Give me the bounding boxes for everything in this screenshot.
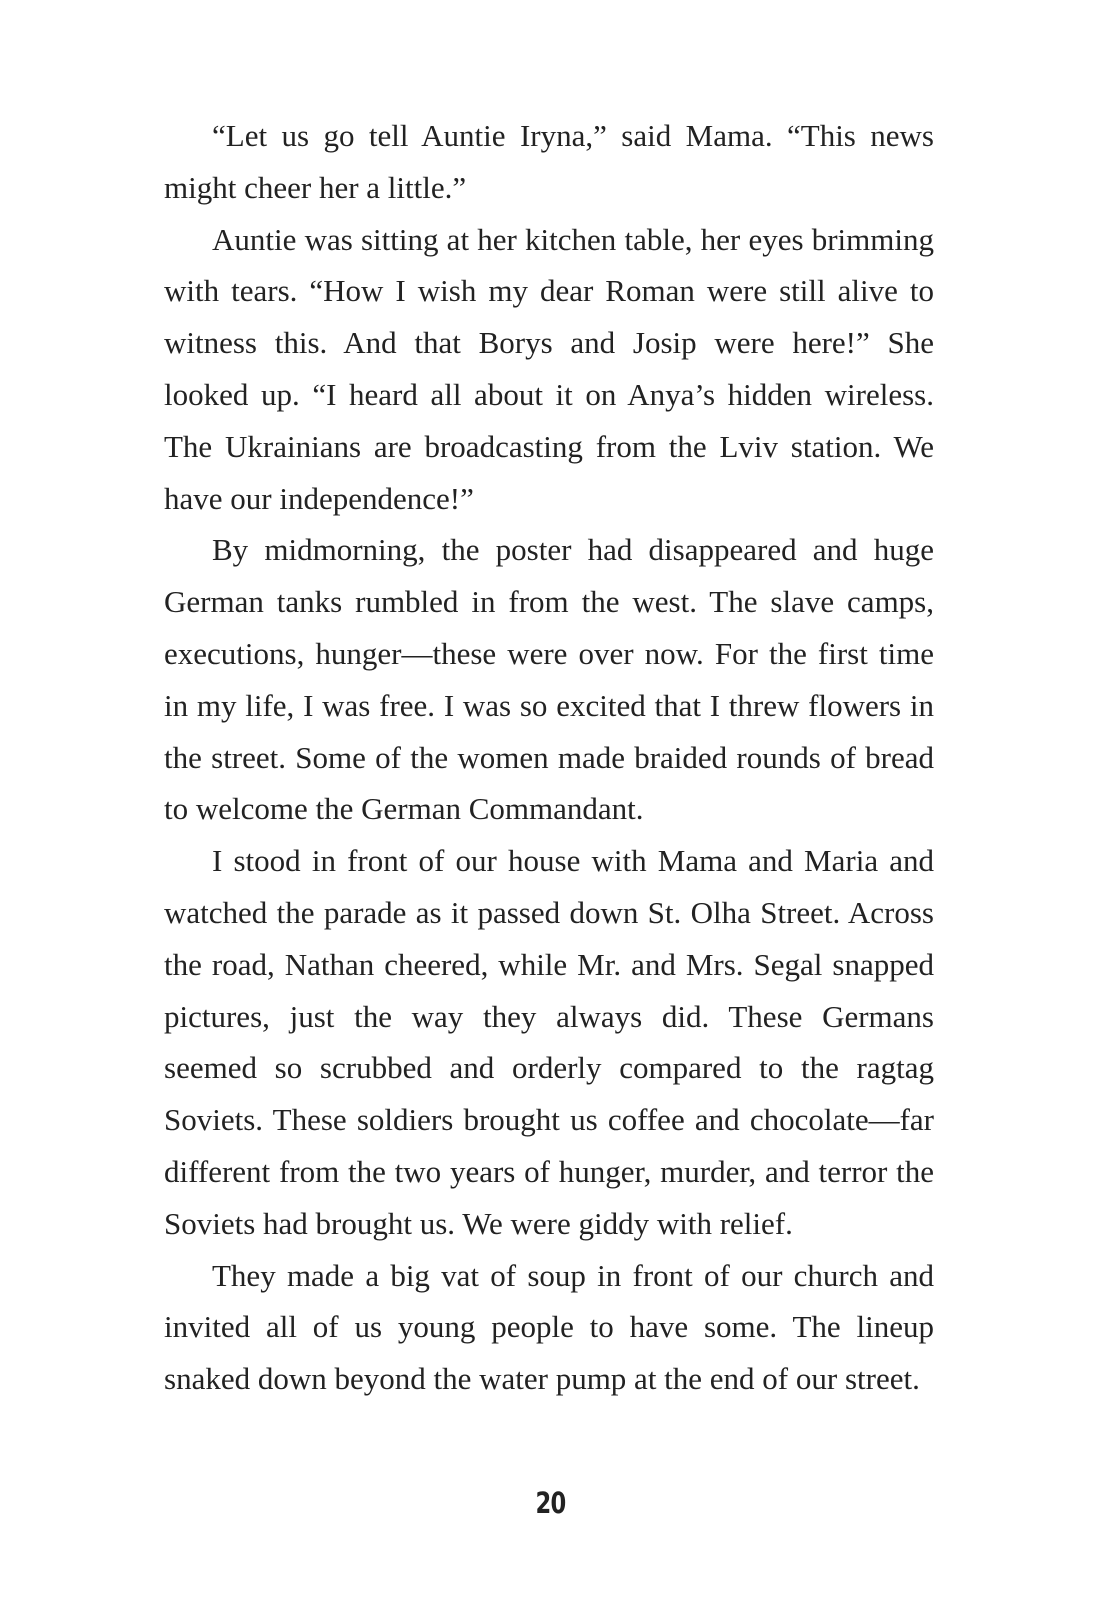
paragraph: They made a big vat of soup in front of our church and invited all of us young people to have some. The lineup snaked down beyond the water pump at the end of our street. xyxy=(164,1257,934,1397)
paragraph: “Let us go tell Auntie Iryna,” said Mama. “This news might cheer her a little.” xyxy=(164,118,934,205)
paragraph: Auntie was sitting at her kitchen table, her eyes brimming with tears. “How I wish my dear Roman were still alive to witness this. And that Borys and Josip were here!” She looked up. “I heard all about it on Anya’s hidden wireless. The Ukrainians are broadcasting from the Lviv station. We have our independence!” xyxy=(164,221,934,516)
body-text xyxy=(164,110,934,1405)
paragraph: I stood in front of our house with Mama and Maria and watched the parade as it passed down St. Olha Street. Across the road, Nathan cheered, while Mr. and Mrs. Segal snapped pictures, just the way they always did. These Germans seemed so scrubbed and orderly compared to the ragtag Soviets. These soldiers brought us coffee and chocolate—far different from the two years of hunger, murder, and terror the Soviets had brought us. We were giddy with relief. xyxy=(164,843,934,1241)
page-number: 20 xyxy=(535,1486,566,1520)
paragraph: By midmorning, the poster had disappeared and huge German tanks rumbled in from the west. The slave camps, executions, hunger—these were over now. For the first time in my life, I was free. I was so excited that I threw flowers in the street. Some of the women made braided rounds of bread to welcome the German Commandant. xyxy=(164,532,934,827)
